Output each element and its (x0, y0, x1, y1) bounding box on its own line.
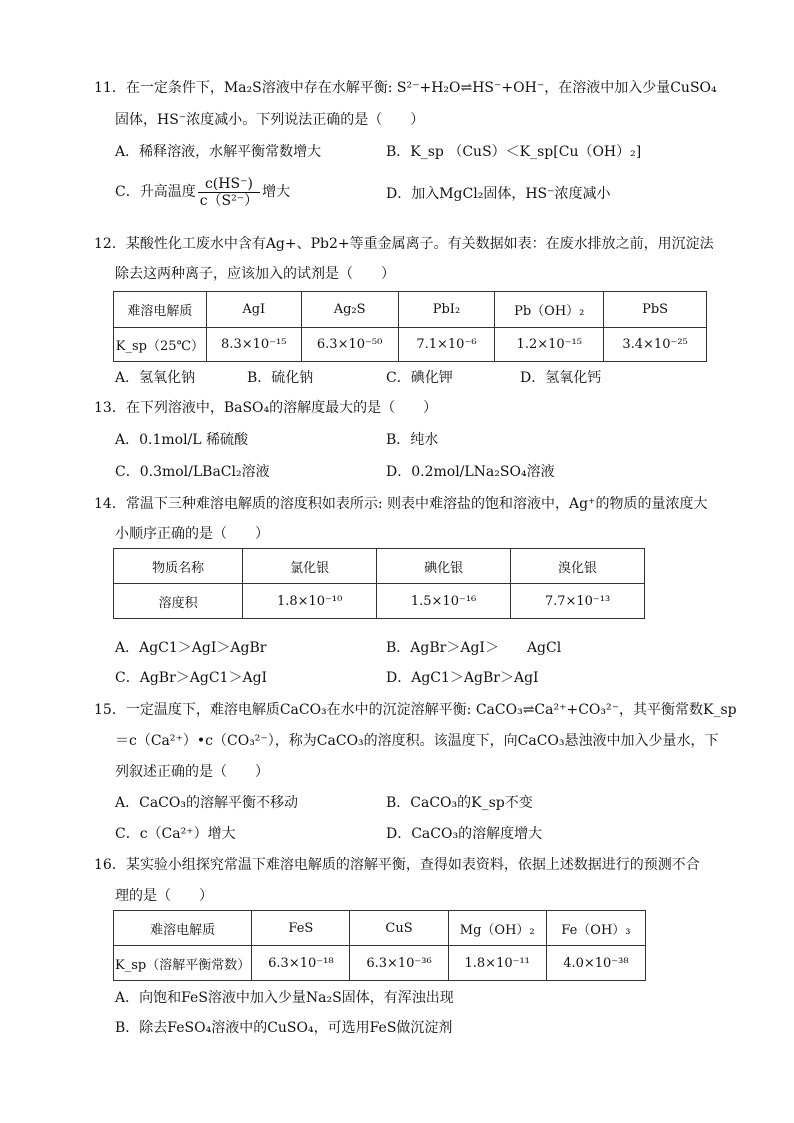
q11-stem-line2: 固体，HS⁻浓度减小。下列说法正确的是（ ） (115, 112, 425, 128)
table-cell: 碘化银 (377, 549, 511, 584)
table-cell: 6.3×10⁻⁵⁰ (301, 328, 398, 362)
table-cell: 1.5×10⁻¹⁶ (377, 584, 511, 619)
q13-option-d: D．0.2mol/LNa₂SO₄溶液 (386, 464, 555, 480)
q14-stem-line1: 14．常温下三种难溶电解质的溶度积如表所示: 则表中难溶盐的饱和溶液中，Ag⁺的物质的量浓度大 (94, 496, 708, 512)
table-row (114, 328, 707, 362)
q11-fraction-denominator: c（S²⁻） (199, 192, 259, 209)
q14-stem-line2: 小顺序正确的是（ ） (115, 526, 269, 542)
table-cell: 4.0×10⁻³⁸ (546, 946, 645, 981)
table-cell: CuS (350, 911, 448, 946)
q15-stem-line1: 15．一定温度下，难溶电解质CaCO₃在水中的沉淀溶解平衡: CaCO₃⇌Ca²⁺+CO₃²⁻，其平衡常数K_sp (94, 702, 737, 718)
table-cell: PbS (604, 292, 707, 328)
table-row (114, 584, 645, 619)
q11-option-b: B．K_sp （CuS）＜K_sp[Cu（OH）₂] (386, 144, 642, 160)
table-cell: K_sp（25℃） (114, 328, 207, 362)
q11-stem-line1: 11．在一定条件下，Ma₂S溶液中存在水解平衡: S²⁻+H₂O⇌HS⁻+OH⁻，在溶液中加入少量CuSO₄ (94, 80, 717, 96)
q12-option-a: A．氢氧化钠 (115, 370, 196, 386)
q12-option-d: D．氢氧化钙 (520, 370, 602, 386)
q15-option-b: B．CaCO₃的K_sp不变 (386, 795, 533, 811)
table-cell: 物质名称 (114, 549, 243, 584)
table-cell: 溴化银 (511, 549, 645, 584)
q11-option-c-suffix: 增大 (262, 184, 291, 200)
q15-stem-line2: ＝c（Ca²⁺）•c（CO₃²⁻），称为CaCO₃的溶度积。该温度下，向CaCO₃悬浊液中加入少量水，下 (115, 733, 719, 749)
table-cell: Pb（OH）₂ (495, 292, 604, 328)
q15-option-d: D．CaCO₃的溶解度增大 (386, 826, 543, 842)
table-cell: 8.3×10⁻¹⁵ (206, 328, 301, 362)
table-cell: 7.1×10⁻⁶ (398, 328, 495, 362)
q15-option-a: A．CaCO₃的溶解平衡不移动 (115, 795, 298, 811)
q14-option-c: C．AgBr＞AgC1＞AgI (115, 670, 268, 686)
table-row (114, 946, 646, 981)
q16-option-b: B．除去FeSO₄溶液中的CuSO₄，可选用FeS做沉淀剂 (115, 1020, 453, 1036)
q11-option-c (115, 174, 290, 210)
q14-option-b: B．AgBr＞AgI＞ AgCl (386, 640, 562, 656)
table-header-row (114, 911, 646, 946)
q15-option-c: C．c（Ca²⁺）增大 (115, 826, 236, 842)
q13-stem: 13．在下列溶液中，BaSO₄的溶解度最大的是（ ） (94, 400, 438, 416)
q16-option-a: A．向饱和FeS溶液中加入少量Na₂S固体，有浑浊出现 (115, 990, 454, 1006)
q11-option-a: A．稀释溶液，水解平衡常数增大 (115, 144, 322, 160)
q14-ksp-table (113, 548, 645, 619)
table-cell: Mg（OH）₂ (448, 911, 546, 946)
q15-stem-line3: 列叙述正确的是（ ） (115, 764, 269, 780)
table-cell: 难溶电解质 (114, 911, 252, 946)
q12-option-c: C．碘化钾 (386, 370, 453, 386)
q13-option-b: B．纯水 (386, 432, 439, 448)
q16-stem-line1: 16．某实验小组探究常温下难溶电解质的溶解平衡，查得如表资料，依据上述数据进行的预测不合 (94, 857, 700, 873)
table-header-row (114, 549, 645, 584)
table-cell: Fe（OH）₃ (546, 911, 645, 946)
q12-option-b: B．硫化钠 (247, 370, 314, 386)
q16-ksp-table (113, 910, 646, 981)
q12-ksp-table (113, 291, 707, 362)
table-cell: PbI₂ (398, 292, 495, 328)
q11-fraction-numerator: c(HS⁻) (198, 176, 260, 193)
table-cell: FeS (252, 911, 350, 946)
table-cell: 6.3×10⁻¹⁸ (252, 946, 350, 981)
q14-option-d: D．AgC1＞AgBr＞AgI (386, 670, 539, 686)
q11-option-c-prefix: C．升高温度 (115, 184, 196, 200)
table-cell: 1.2×10⁻¹⁵ (495, 328, 604, 362)
q16-stem-line2: 理的是（ ） (115, 888, 213, 904)
q13-option-a: A．0.1mol/L 稀硫酸 (115, 432, 249, 448)
q12-stem-line2: 除去这两种离子，应该加入的试剂是（ ） (115, 266, 395, 282)
q13-option-c: C．0.3mol/LBaCl₂溶液 (115, 464, 270, 480)
table-cell: K_sp（溶解平衡常数） (114, 946, 252, 981)
table-cell: 1.8×10⁻¹¹ (448, 946, 546, 981)
q12-stem-line1: 12．某酸性化工废水中含有Ag+、Pb2+等重金属离子。有关数据如表：在废水排放之前，用沉淀法 (94, 236, 714, 252)
table-cell: 氯化银 (243, 549, 377, 584)
q14-option-a: A．AgC1＞AgI＞AgBr (115, 640, 267, 656)
table-cell: 1.8×10⁻¹⁰ (243, 584, 377, 619)
table-cell: AgI (206, 292, 301, 328)
table-cell: 难溶电解质 (114, 292, 207, 328)
table-cell: 溶度积 (114, 584, 243, 619)
table-cell: 7.7×10⁻¹³ (511, 584, 645, 619)
table-cell: 3.4×10⁻²⁵ (604, 328, 707, 362)
q11-option-d: D．加入MgCl₂固体，HS⁻浓度减小 (386, 186, 611, 202)
table-cell: 6.3×10⁻³⁶ (350, 946, 448, 981)
q11-option-c-fraction (198, 176, 260, 209)
table-header-row (114, 292, 707, 328)
table-cell: Ag₂S (301, 292, 398, 328)
